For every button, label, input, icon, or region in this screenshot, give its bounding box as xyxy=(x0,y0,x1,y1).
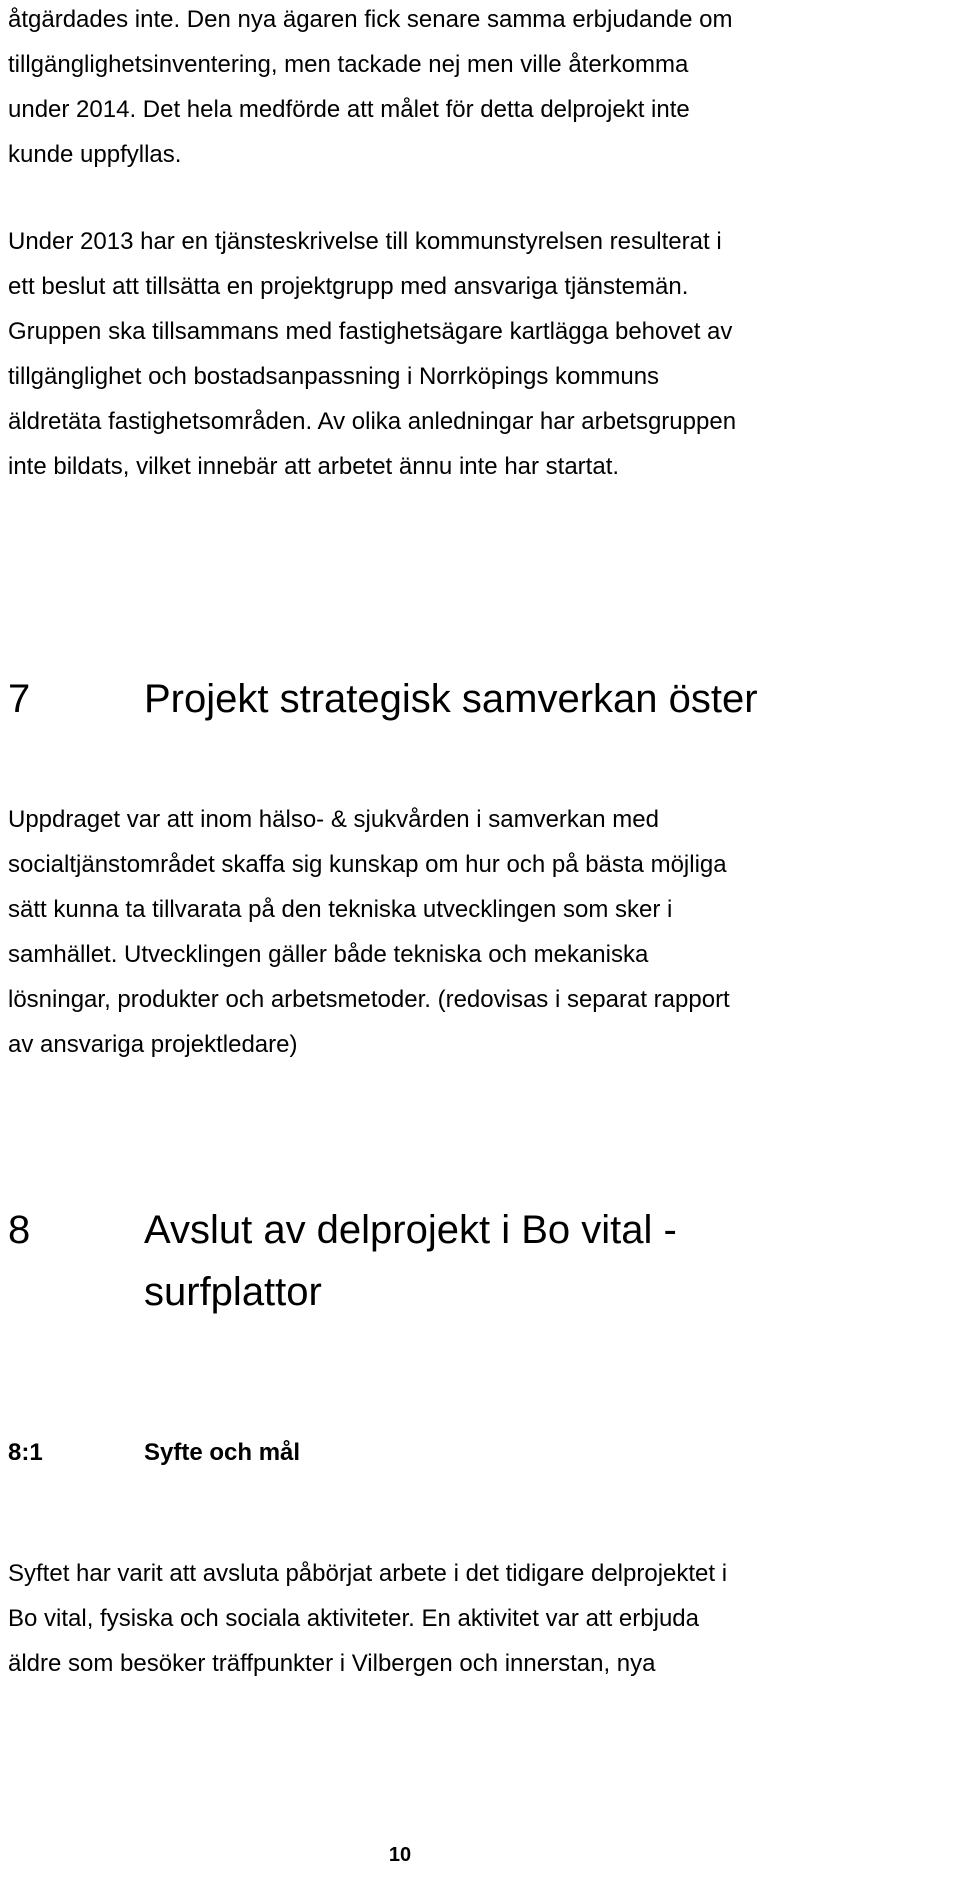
text-line: kunde uppfyllas. xyxy=(8,141,182,168)
text-line: Gruppen ska tillsammans med fastighetsägare kartlägga behovet av xyxy=(8,318,733,345)
text-line: äldre som besöker träffpunkter i Vilbergen och innerstan, nya xyxy=(8,1650,656,1677)
section-title-line: surfplattor xyxy=(144,1270,322,1314)
text-line: Syftet har varit att avsluta påbörjat arbete i det tidigare delprojektet i xyxy=(8,1560,728,1587)
text-line: samhället. Utvecklingen gäller både tekniska och mekaniska xyxy=(8,941,649,968)
text-line: under 2014. Det hela medförde att målet för detta delprojekt inte xyxy=(8,96,690,123)
paragraph-continuation xyxy=(8,0,948,177)
text-line: lösningar, produkter och arbetsmetoder. (redovisas i separat rapport xyxy=(8,986,730,1013)
text-line: Bo vital, fysiska och sociala aktiviteter. En aktivitet var att erbjuda xyxy=(8,1605,699,1632)
section-number: 7 xyxy=(8,677,31,721)
paragraph-assignment xyxy=(8,797,948,1067)
text-line: ett beslut att tillsätta en projektgrupp med ansvariga tjänstemän. xyxy=(8,273,689,300)
section-title xyxy=(144,1199,677,1323)
text-line: äldretäta fastighetsområden. Av olika anledningar har arbetsgruppen xyxy=(8,408,737,435)
text-line: tillgänglighetsinventering, men tackade nej men ville återkomma xyxy=(8,51,689,78)
subsection-title: Syfte och mål xyxy=(144,1439,301,1466)
subsection-number: 8:1 xyxy=(8,1439,43,1466)
page-number: 10 xyxy=(388,1844,412,1866)
text-line: åtgärdades inte. Den nya ägaren fick senare samma erbjudande om xyxy=(8,6,733,33)
text-line: Under 2013 har en tjänsteskrivelse till kommunstyrelsen resulterat i xyxy=(8,228,722,255)
paragraph-project-group xyxy=(8,219,948,489)
section-title-line: Projekt strategisk samverkan öster xyxy=(144,677,758,721)
text-line: Uppdraget var att inom hälso- & sjukvården i samverkan med xyxy=(8,806,659,833)
text-line: av ansvariga projektledare) xyxy=(8,1031,298,1058)
section-number: 8 xyxy=(8,1208,31,1252)
text-line: sätt kunna ta tillvarata på den tekniska utvecklingen som sker i xyxy=(8,896,673,923)
text-line: inte bildats, vilket innebär att arbetet ännu inte har startat. xyxy=(8,453,620,480)
section-title-line: Avslut av delprojekt i Bo vital - xyxy=(144,1208,677,1252)
text-line: tillgänglighet och bostadsanpassning i Norrköpings kommuns xyxy=(8,363,660,390)
section-title xyxy=(144,668,758,730)
paragraph-purpose xyxy=(8,1551,948,1686)
text-line: socialtjänstområdet skaffa sig kunskap om hur och på bästa möjliga xyxy=(8,851,727,878)
